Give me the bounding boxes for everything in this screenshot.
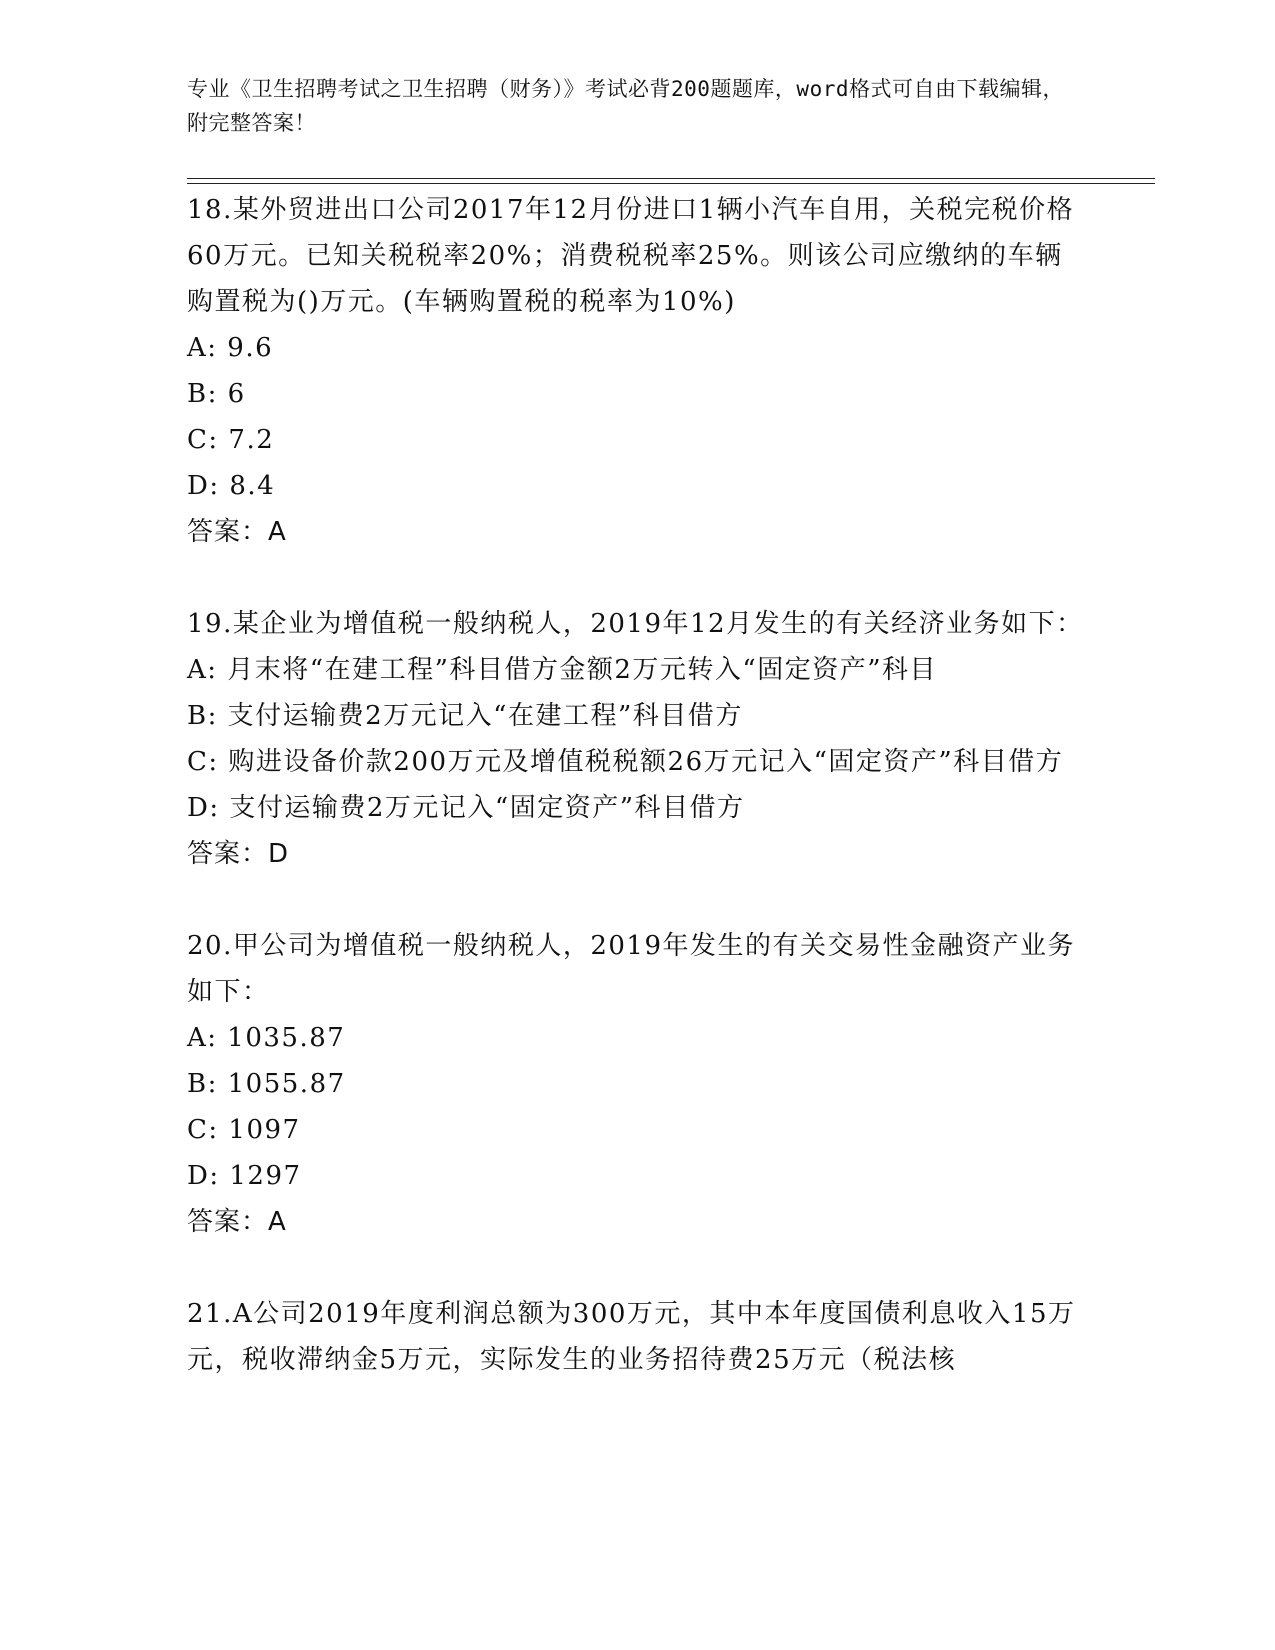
question-stem: 21.A公司2019年度利润总额为300万元，其中本年度国债利息收入15万元，税收滞纳金5万元，实际发生的业务招待费25万元（税法核: [187, 1299, 1076, 1375]
option-c: C: 购进设备价款200万元及增值税税额26万元记入“固定资产”科目借方: [187, 747, 1064, 777]
option-a: A: 9.6: [187, 333, 274, 363]
option-b: B: 支付运输费2万元记入“在建工程”科目借方: [187, 701, 743, 731]
option-b: B: 1055.87: [187, 1069, 346, 1099]
question-18: [187, 187, 1087, 555]
question-stem: 19.某企业为增值税一般纳税人，2019年12月发生的有关经济业务如下：: [187, 609, 1084, 639]
answer-label: 答案：D: [187, 839, 290, 869]
option-a: A: 1035.87: [187, 1023, 346, 1053]
option-d: D: 1297: [187, 1161, 302, 1191]
option-d: D: 支付运输费2万元记入“固定资产”科目借方: [187, 793, 745, 823]
option-b: B: 6: [187, 379, 246, 409]
document-header: 专业《卫生招聘考试之卫生招聘（财务）》考试必背200题题库，word格式可自由下载编辑，附完整答案！: [187, 77, 1064, 135]
option-a: A: 月末将“在建工程”科目借方金额2万元转入“固定资产”科目: [187, 655, 938, 685]
question-20: [187, 923, 1087, 1245]
header-rule-top: [187, 178, 1155, 179]
question-19: [187, 601, 1087, 877]
question-stem: 18.某外贸进出口公司2017年12月份进口1辆小汽车自用，关税完税价格60万元。已知关税税率20%；消费税税率25%。则该公司应缴纳的车辆购置税为()万元。(车辆购置税的税率为10%): [187, 195, 1075, 317]
question-list: [187, 187, 1087, 1383]
option-c: C: 1097: [187, 1115, 301, 1145]
question-stem: 20.甲公司为增值税一般纳税人，2019年发生的有关交易性金融资产业务如下：: [187, 931, 1076, 1007]
question-21: [187, 1291, 1087, 1383]
header-rule-bottom: [187, 183, 1155, 184]
option-c: C: 7.2: [187, 425, 275, 455]
answer-label: 答案：A: [187, 1207, 287, 1237]
option-d: D: 8.4: [187, 471, 276, 501]
answer-label: 答案：A: [187, 517, 287, 547]
